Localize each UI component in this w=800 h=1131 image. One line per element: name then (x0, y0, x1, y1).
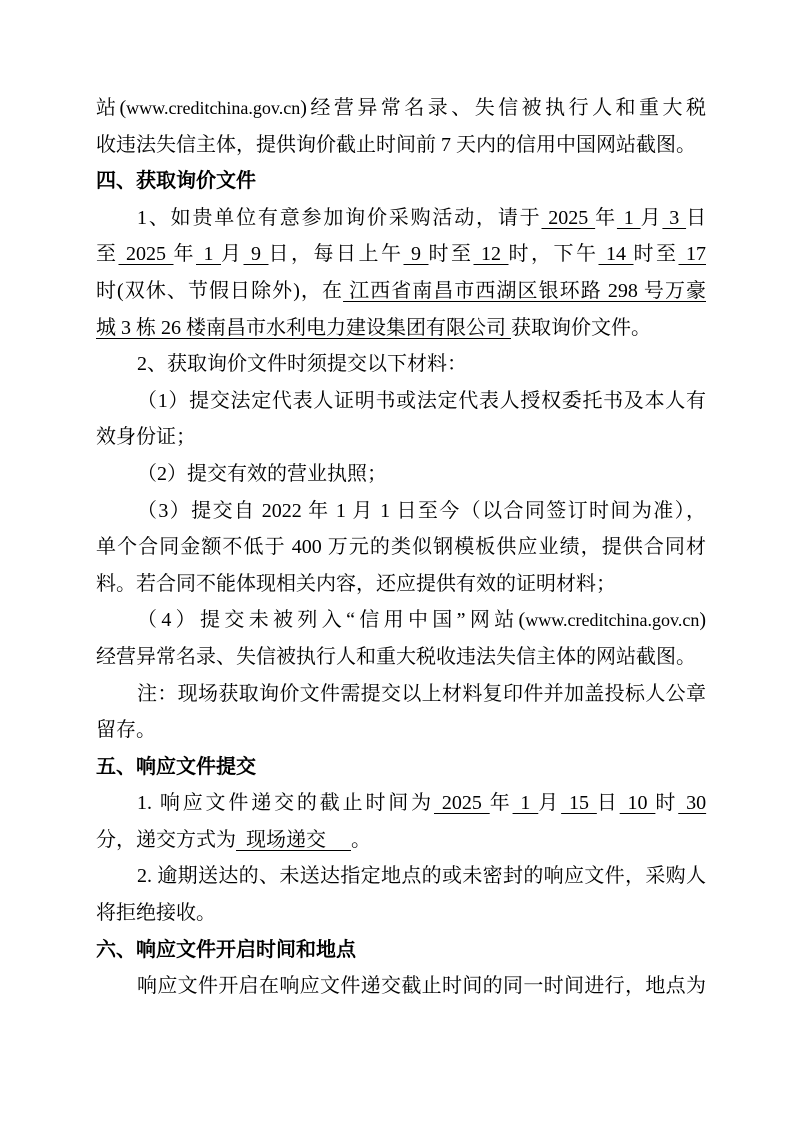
form-field-underlined: 现场递交 (236, 828, 351, 851)
text-run: 1、如贵单位有意参加询价采购活动，请于 (137, 206, 542, 229)
form-field-underlined: 城 3 栋 26 楼南昌市水利电力建设集团有限公司 (96, 316, 511, 339)
url-text: www.creditchina.gov.cn (126, 98, 301, 118)
form-field-underlined: 3 (662, 206, 687, 229)
line-18 (96, 712, 706, 749)
text-run: 获取询价文件。 (511, 316, 651, 339)
text-run: 经营异常名录、失信被执行人和重大税收违法失信主体的网站截图。 (96, 645, 696, 668)
text-run: 时至 (633, 243, 679, 266)
line-22 (96, 858, 706, 895)
line-12 (96, 493, 706, 530)
line-20 (96, 785, 706, 822)
text-run: 1. 响应文件递交的截止时间为 (137, 792, 434, 815)
text-run: 响应文件开启在响应文件递交截止时间的同一时间进行，地点为 (137, 975, 706, 998)
text-run: ) (699, 609, 706, 632)
line-07 (96, 310, 706, 347)
line-13 (96, 529, 706, 566)
text-run: （4）提交未被列入“信用中国”网站( (137, 609, 526, 632)
text-run: 。 (351, 828, 371, 851)
text-run: 留存。 (96, 719, 156, 742)
form-field-underlined: 2025 (434, 792, 490, 815)
line-15 (96, 602, 706, 639)
form-field-underlined: 9 (243, 243, 269, 266)
text-run: 站( (96, 97, 127, 119)
form-field-underlined: 1 (616, 206, 641, 229)
text-run: 效身份证； (96, 426, 196, 449)
text-run: （1）提交法定代表人证明书或法定代表人授权委托书及本人有 (137, 389, 706, 412)
text-run: 分，递交方式为 (96, 828, 236, 851)
line-21 (96, 822, 706, 859)
section-heading-4 (96, 163, 706, 200)
line-23 (96, 895, 706, 932)
form-field-underlined: 江西省南昌市西湖区银环路 298 号万豪 (343, 279, 706, 302)
line-04 (96, 200, 706, 237)
line-25 (96, 968, 706, 1005)
url-text: www.creditchina.gov.cn (525, 610, 700, 631)
text-run: 时，下午 (508, 243, 599, 266)
form-field-underlined: 17 (678, 243, 706, 266)
line-01-continuation (96, 90, 706, 127)
text-run: 单个合同金额不低于 400 万元的类似钢模板供应业绩，提供合同材 (96, 536, 706, 559)
text-run: 月 (538, 792, 562, 815)
form-field-underlined: 14 (598, 243, 634, 266)
text-run: 月 (221, 243, 244, 266)
text-run: 四、获取询价文件 (96, 170, 256, 193)
text-run: 料。若合同不能体现相关内容，还应提供有效的证明材料； (96, 572, 616, 595)
form-field-underlined: 12 (473, 243, 509, 266)
text-run: 日，每日上午 (268, 243, 404, 266)
line-08 (96, 346, 706, 383)
line-11 (96, 456, 706, 493)
line-14 (96, 566, 706, 603)
line-02 (96, 127, 706, 164)
form-field-underlined: 2025 (541, 206, 596, 229)
text-run: 日 (686, 206, 707, 229)
form-field-underlined: 2025 (118, 243, 174, 266)
line-06 (96, 273, 706, 310)
document-body (96, 90, 706, 1005)
form-field-underlined: 9 (403, 243, 429, 266)
section-heading-5 (96, 749, 706, 786)
text-run: 注：现场获取询价文件需提交以上材料复印件并加盖投标人公章 (137, 682, 706, 705)
text-run: 日 (596, 792, 620, 815)
line-05 (96, 236, 706, 273)
text-run: 至 (96, 243, 119, 266)
form-field-underlined: 15 (561, 792, 597, 815)
line-16 (96, 639, 706, 676)
line-17 (96, 676, 706, 713)
text-run: 年 (595, 206, 617, 229)
text-run: 月 (640, 206, 663, 229)
form-field-underlined: 30 (678, 792, 707, 815)
text-run: （2）提交有效的营业执照； (137, 462, 387, 485)
text-run: 时(双休、节假日除外)，在 (96, 279, 344, 302)
form-field-underlined: 10 (619, 792, 656, 815)
text-run: 2、获取询价文件时须提交以下材料： (137, 353, 467, 376)
text-run: )经营异常名录、失信被执行人和重大税 (300, 97, 706, 119)
text-run: 将拒绝接收。 (96, 902, 216, 925)
text-run: 六、响应文件开启时间和地点 (96, 938, 356, 961)
form-field-underlined: 1 (196, 243, 221, 266)
text-run: 年 (173, 243, 196, 266)
text-run: 五、响应文件提交 (96, 755, 256, 778)
text-run: 时至 (428, 243, 474, 266)
line-09 (96, 383, 706, 420)
text-run: 年 (489, 792, 513, 815)
line-10 (96, 419, 706, 456)
text-run: 2. 逾期送达的、未送达指定地点的或未密封的响应文件，采购人 (137, 865, 706, 888)
text-run: 收违法失信主体，提供询价截止时间前 7 天内的信用中国网站截图。 (96, 133, 696, 156)
section-heading-6 (96, 932, 706, 969)
text-run: 时 (655, 792, 679, 815)
form-field-underlined: 1 (512, 792, 539, 815)
text-run: （3）提交自 2022 年 1 月 1 日至今（以合同签订时间为准）， (137, 499, 706, 522)
